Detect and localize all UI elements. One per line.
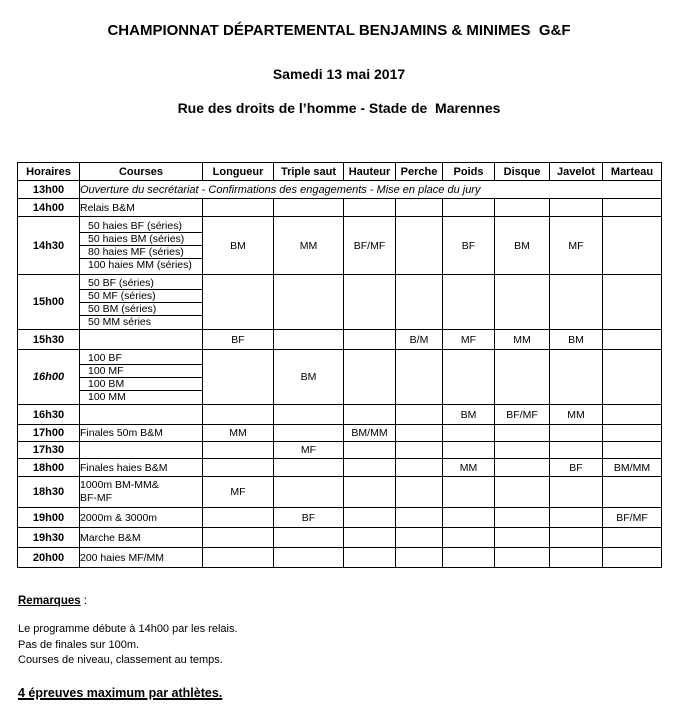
course-subrow: 50 haies BM (séries) <box>80 233 202 246</box>
event-cell <box>603 477 662 508</box>
table-row <box>18 477 662 508</box>
event-cell <box>344 405 396 425</box>
table-row <box>18 405 662 425</box>
time-cell: 18h30 <box>18 477 80 508</box>
course-cell <box>80 275 203 330</box>
event-cell <box>550 528 603 548</box>
event-cell <box>203 459 274 477</box>
event-cell <box>603 548 662 568</box>
course-cell: Relais B&M <box>80 199 203 217</box>
table-row <box>18 508 662 528</box>
course-cell <box>80 442 203 459</box>
event-cell <box>495 548 550 568</box>
event-cell <box>203 442 274 459</box>
table-row <box>18 442 662 459</box>
event-cell <box>603 275 662 330</box>
event-cell <box>274 528 344 548</box>
event-cell <box>495 199 550 217</box>
event-cell <box>550 350 603 405</box>
event-cell: MM <box>274 217 344 275</box>
event-cell: MM <box>495 330 550 350</box>
document-title: CHAMPIONNAT DÉPARTEMENTAL BENJAMINS & MINIMES G&F <box>107 22 571 39</box>
col-header-triple-saut: Triple saut <box>274 163 344 181</box>
course-subrow: 100 MF <box>80 365 202 378</box>
event-cell <box>396 425 443 442</box>
event-cell <box>495 508 550 528</box>
remark-line: Pas de finales sur 100m. <box>18 638 140 651</box>
event-cell <box>344 350 396 405</box>
time-cell: 16h00 <box>18 350 80 405</box>
course-subrow: 50 BF (séries) <box>80 277 202 290</box>
event-cell: BF/MF <box>495 405 550 425</box>
table-row <box>18 425 662 442</box>
event-cell <box>550 275 603 330</box>
event-cell <box>203 548 274 568</box>
course-subrow: 50 MF (séries) <box>80 290 202 303</box>
event-cell <box>443 442 495 459</box>
event-cell <box>344 199 396 217</box>
course-cell <box>80 330 203 350</box>
event-cell <box>396 350 443 405</box>
col-header-horaires: Horaires <box>18 163 80 181</box>
course-cell <box>80 477 203 508</box>
event-cell: BF/MF <box>603 508 662 528</box>
table-row <box>18 330 662 350</box>
event-cell <box>203 405 274 425</box>
course-cell: Marche B&M <box>80 528 203 548</box>
event-cell: BM <box>274 350 344 405</box>
event-cell: BM <box>203 217 274 275</box>
event-cell <box>443 477 495 508</box>
course-subrow: 50 BM (séries) <box>80 303 202 316</box>
event-cell <box>495 528 550 548</box>
event-cell: BF <box>443 217 495 275</box>
course-cell <box>80 405 203 425</box>
schedule-table <box>17 162 662 568</box>
event-cell: BF <box>274 508 344 528</box>
remarks-heading <box>18 595 678 607</box>
time-cell: 15h30 <box>18 330 80 350</box>
event-cell: MM <box>203 425 274 442</box>
event-cell: BM <box>443 405 495 425</box>
document-location: Rue des droits de l’homme - Stade de Marennes <box>177 100 501 116</box>
time-cell: 14h00 <box>18 199 80 217</box>
event-cell <box>495 477 550 508</box>
course-subrow: 100 BF <box>80 352 202 365</box>
event-cell <box>603 199 662 217</box>
table-row <box>18 528 662 548</box>
event-cell <box>396 477 443 508</box>
table-row <box>18 181 662 199</box>
table-row <box>18 217 662 275</box>
event-cell <box>344 548 396 568</box>
event-cell <box>203 508 274 528</box>
event-cell <box>443 425 495 442</box>
event-cell <box>203 350 274 405</box>
event-cell <box>396 199 443 217</box>
event-cell <box>550 508 603 528</box>
event-cell <box>495 275 550 330</box>
table-row <box>18 199 662 217</box>
event-cell <box>603 528 662 548</box>
event-cell <box>603 442 662 459</box>
event-cell <box>550 548 603 568</box>
event-cell <box>396 508 443 528</box>
event-cell: BM/MM <box>344 425 396 442</box>
event-cell <box>495 350 550 405</box>
event-cell: MF <box>274 442 344 459</box>
event-cell <box>603 425 662 442</box>
col-header-courses: Courses <box>80 163 203 181</box>
event-cell <box>274 275 344 330</box>
event-cell <box>396 548 443 568</box>
event-cell: BF <box>550 459 603 477</box>
event-cell: MM <box>443 459 495 477</box>
event-cell: BM <box>495 217 550 275</box>
table-row <box>18 548 662 568</box>
time-cell: 17h30 <box>18 442 80 459</box>
remarks-heading-colon: : <box>80 595 88 607</box>
event-cell: MF <box>443 330 495 350</box>
event-cell <box>396 217 443 275</box>
event-cell <box>443 528 495 548</box>
col-header-poids: Poids <box>443 163 495 181</box>
course-subrow: 50 haies BF (séries) <box>80 220 202 233</box>
course-subrow: 100 MM <box>88 390 126 403</box>
event-cell <box>344 442 396 459</box>
event-cell <box>274 425 344 442</box>
remark-line: Courses de niveau, classement au temps. <box>18 654 223 666</box>
table-row <box>18 350 662 405</box>
table-row <box>18 459 662 477</box>
event-cell <box>203 528 274 548</box>
time-cell: 14h30 <box>18 217 80 275</box>
col-header-disque: Disque <box>495 163 550 181</box>
event-cell <box>396 442 443 459</box>
col-header-perche: Perche <box>396 163 443 181</box>
event-cell: BF <box>203 330 274 350</box>
remark-line: Le programme débute à 14h00 par les relais. <box>18 623 238 635</box>
event-cell <box>443 548 495 568</box>
col-header-hauteur: Hauteur <box>344 163 396 181</box>
event-cell <box>550 425 603 442</box>
event-cell <box>550 199 603 217</box>
remarks-section <box>18 595 678 700</box>
event-cell <box>274 477 344 508</box>
remarks-heading-text: Remarques <box>18 595 81 607</box>
event-cell <box>603 217 662 275</box>
event-cell <box>344 508 396 528</box>
note-cell: Ouverture du secrétariat - Confirmations des engagements - Mise en place du jury <box>80 181 662 199</box>
event-cell <box>495 459 550 477</box>
event-cell <box>274 330 344 350</box>
event-cell <box>550 442 603 459</box>
time-cell: 18h00 <box>18 459 80 477</box>
event-cell <box>443 199 495 217</box>
event-cell <box>274 459 344 477</box>
course-subrow: 80 haies MF (séries) <box>80 246 202 259</box>
event-cell <box>603 405 662 425</box>
course-line: 1000m BM-MM& <box>80 479 159 491</box>
course-line: BF-MF <box>80 492 113 504</box>
event-cell <box>495 425 550 442</box>
event-cell <box>274 405 344 425</box>
time-cell: 20h00 <box>18 548 80 568</box>
event-cell: BF/MF <box>344 217 396 275</box>
course-subrow: 100 haies MM (séries) <box>88 259 192 271</box>
time-cell: 19h00 <box>18 508 80 528</box>
event-cell <box>344 477 396 508</box>
remarks-footer: 4 épreuves maximum par athlètes. <box>18 685 223 700</box>
event-cell <box>203 199 274 217</box>
event-cell <box>344 275 396 330</box>
time-cell: 15h00 <box>18 275 80 330</box>
event-cell <box>344 528 396 548</box>
course-cell: 200 haies MF/MM <box>80 548 203 568</box>
course-cell: 2000m & 3000m <box>80 508 203 528</box>
time-cell: 16h30 <box>18 405 80 425</box>
col-header-javelot: Javelot <box>550 163 603 181</box>
time-cell: 17h00 <box>18 425 80 442</box>
event-cell <box>396 405 443 425</box>
event-cell: BM/MM <box>603 459 662 477</box>
event-cell <box>443 508 495 528</box>
course-subrow: 100 BM <box>80 378 202 391</box>
event-cell <box>203 275 274 330</box>
event-cell <box>443 275 495 330</box>
course-cell: Finales 50m B&M <box>80 425 203 442</box>
event-cell <box>344 330 396 350</box>
time-cell: 19h30 <box>18 528 80 548</box>
event-cell <box>344 459 396 477</box>
event-cell <box>396 528 443 548</box>
event-cell: MF <box>203 477 274 508</box>
event-cell: BM <box>550 330 603 350</box>
course-cell <box>80 350 203 405</box>
event-cell <box>495 442 550 459</box>
table-row <box>18 275 662 330</box>
event-cell <box>443 350 495 405</box>
event-cell: MF <box>550 217 603 275</box>
event-cell <box>603 350 662 405</box>
course-cell: Finales haies B&M <box>80 459 203 477</box>
event-cell <box>274 548 344 568</box>
col-header-marteau: Marteau <box>603 163 662 181</box>
document-header <box>0 0 678 116</box>
event-cell <box>396 459 443 477</box>
event-cell <box>274 199 344 217</box>
event-cell <box>550 477 603 508</box>
course-subrow: 50 MM séries <box>88 315 152 328</box>
time-cell: 13h00 <box>18 181 80 199</box>
event-cell: MM <box>550 405 603 425</box>
document-date: Samedi 13 mai 2017 <box>272 66 406 82</box>
table-header-row <box>18 163 662 181</box>
col-header-longueur: Longueur <box>203 163 274 181</box>
course-cell <box>80 217 203 275</box>
event-cell: B/M <box>396 330 443 350</box>
event-cell <box>603 330 662 350</box>
event-cell <box>396 275 443 330</box>
